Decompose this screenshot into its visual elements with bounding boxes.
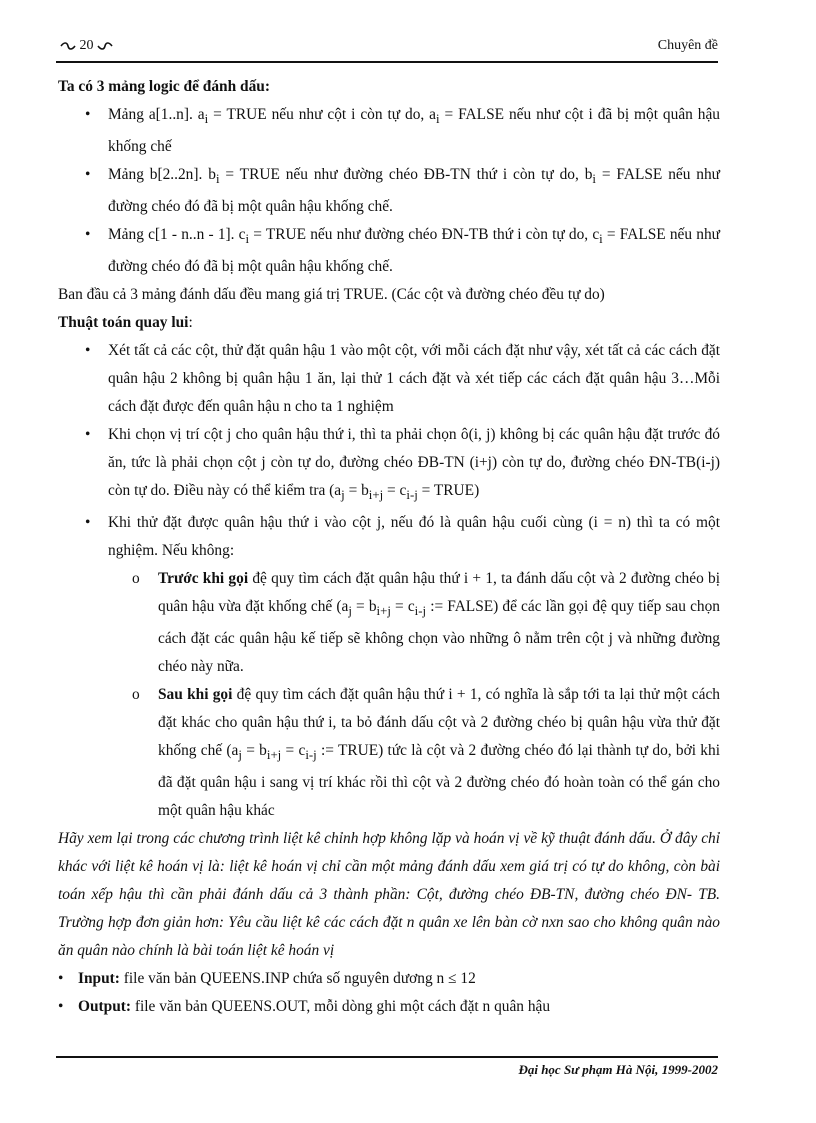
bullet-icon: •: [85, 226, 91, 244]
intro-heading: Ta có 3 mảng logic để đánh dấu:: [58, 78, 270, 95]
array-list: [58, 101, 720, 281]
italic-note: Hãy xem lại trong các chương trình liệt kê chỉnh hợp không lặp và hoán vị về kỹ thuật đánh dấu. Ở đây chỉ khác với liệt kê hoán vị là: liệt kê hoán vị chỉ cần một mảng đánh dấu xem giá trị có tự do không, còn bài toán xếp hậu thì cần phải đánh dấu cả 3 thành phần: Cột, đường chéo ĐB-TN, đường chéo ĐN- TB. Trường hợp đơn giản hơn: Yêu cầu liệt kê các cách đặt n quân xe lên bàn cờ nxn sao cho không quân nào ăn quân nào chính là bài toán liệt kê hoán vị: [58, 830, 720, 960]
bullet-icon: •: [85, 342, 91, 360]
circle-bullet-icon: o: [132, 686, 140, 704]
page-number: [60, 38, 113, 54]
bullet-icon: •: [85, 166, 91, 184]
initial-note: Ban đầu cả 3 mảng đánh dấu đều mang giá trị TRUE. (Các cột và đường chéo đều tự do): [58, 286, 605, 304]
header-rule: [56, 61, 718, 63]
ornament-right-icon: [97, 41, 113, 51]
bullet-icon: •: [58, 998, 64, 1016]
header-subject: Chuyên đề: [657, 38, 718, 53]
footer-institution: Đại học Sư phạm Hà Nội, 1999-2002: [518, 1062, 718, 1077]
algo-steps: [58, 337, 720, 825]
algo-heading: Thuật toán quay lui:: [58, 314, 193, 332]
footer-rule: [56, 1056, 718, 1058]
sub-step-before-call: o Trước khi gọi đệ quy tìm cách đặt quân hậu thứ i + 1, ta đánh dấu cột và 2 đường chéo bị quân hậu vừa đặt khống chế ($a_j = b_{i+j} = c_{i-j}$ := FALSE) để các lần gọi đệ quy tiếp sau chọn cách đặt các quân hậu kế tiếp sẽ không chọn vào những ô nằm trên cột j và những đường chéo này nữa.: [108, 565, 720, 681]
array-item-a: • Mảng a[1..n]. $a_i$ = TRUE nếu như cột i còn tự do, $a_i$ = FALSE nếu như cột i đã bị một quân hậu khống chế: [58, 101, 720, 161]
bullet-icon: •: [85, 426, 91, 444]
array-item-b: • Mảng b[2..2n]. $b_i$ = TRUE nếu như đường chéo ĐB-TN thứ i còn tự do, $b_i$ = FALSE nếu như đường chéo đó đã bị một quân hậu khống chế.: [58, 161, 720, 221]
step-3-sublist: [108, 565, 720, 825]
circle-bullet-icon: o: [132, 570, 140, 588]
bullet-icon: •: [85, 514, 91, 532]
bullet-icon: •: [85, 106, 91, 123]
page-header: [58, 36, 718, 56]
step-2: • Khi chọn vị trí cột j cho quân hậu thứ i, thì ta phải chọn ô(i, j) không bị các quân hậu đặt trước đó ăn, tức là phải chọn cột j còn tự do, đường chéo ĐB-TN (i+j) còn tự do, đường chéo ĐN-TB(i-j) còn tự do. Điều này có thể kiểm tra ($a_j = b_{i+j} = c_{i-j}$ = TRUE): [58, 421, 720, 509]
array-item-c: • Mảng c[1 - n..n - 1]. $c_i$ = TRUE nếu như đường chéo ĐN-TB thứ i còn tự do, $c_i$ = FALSE nếu như đường chéo đó đã bị một quân hậu khống chế.: [58, 221, 720, 281]
page-content: [58, 73, 720, 1021]
io-input: • Input: file văn bản QUEENS.INP chứa số nguyên dương n ≤ 12: [58, 965, 720, 993]
sub-step-after-call: o Sau khi gọi đệ quy tìm cách đặt quân hậu thứ i + 1, có nghĩa là sắp tới ta lại thử một cách đặt khác cho quân hậu thứ i, ta bỏ đánh dấu cột và 2 đường chéo bị quân hậu vừa thử đặt khống chế ($a_j = b_{i+j} = c_{i-j}$ := TRUE) tức là cột và 2 đường chéo đó lại thành tự do, bởi khi đã đặt quân hậu i sang vị trí khác rồi thì cột và 2 đường chéo đó hoàn toàn có thể gán cho một quân hậu khác: [108, 681, 720, 825]
ornament-left-icon: [60, 41, 76, 51]
page-number-text: 20: [79, 38, 94, 53]
step-3: • Khi thử đặt được quân hậu thứ i vào cột j, nếu đó là quân hậu cuối cùng (i = n) thì ta có một nghiệm. Nếu không: o Trước khi gọi đệ quy tìm cách đặt quân hậu thứ i + 1, ta đánh dấu cột và 2 đường chéo bị quân hậu vừa đặt khống chế ($a_j = b_{i+j} = c_{i-j}$ := FALSE) để các lần gọi đệ quy tiếp sau chọn cách đặt các quân hậu kế tiếp sẽ không chọn vào những ô nằm trên cột j và những đường chéo này nữa. o Sau khi gọi đệ quy tìm cách đặt quân hậu thứ i + 1, có nghĩa là sắp tới ta lại thử một cách đặt khác cho quân hậu thứ i, ta bỏ đánh dấu cột và 2 đường chéo bị quân hậu vừa thử đặt khống chế ($a_j = b_{i+j} = c_{i-j}$ := TRUE) tức là cột và 2 đường chéo đó lại thành tự do, bởi khi đã đặt quân hậu i sang vị trí khác rồi thì cột và 2 đường chéo đó hoàn toàn có thể gán cho một quân hậu khác: [58, 509, 720, 825]
io-output: • Output: file văn bản QUEENS.OUT, mỗi dòng ghi một cách đặt n quân hậu: [58, 993, 720, 1021]
bullet-icon: •: [58, 970, 64, 988]
io-list: [58, 965, 720, 1021]
step-1: • Xét tất cả các cột, thử đặt quân hậu 1 vào một cột, với mỗi cách đặt như vậy, xét tất cả các cách đặt quân hậu 2 không bị quân hậu 1 ăn, lại thử 1 cách đặt và xét tiếp các cách đặt quân hậu 3…Mỗi cách đặt được đến quân hậu n cho ta 1 nghiệm: [58, 337, 720, 421]
